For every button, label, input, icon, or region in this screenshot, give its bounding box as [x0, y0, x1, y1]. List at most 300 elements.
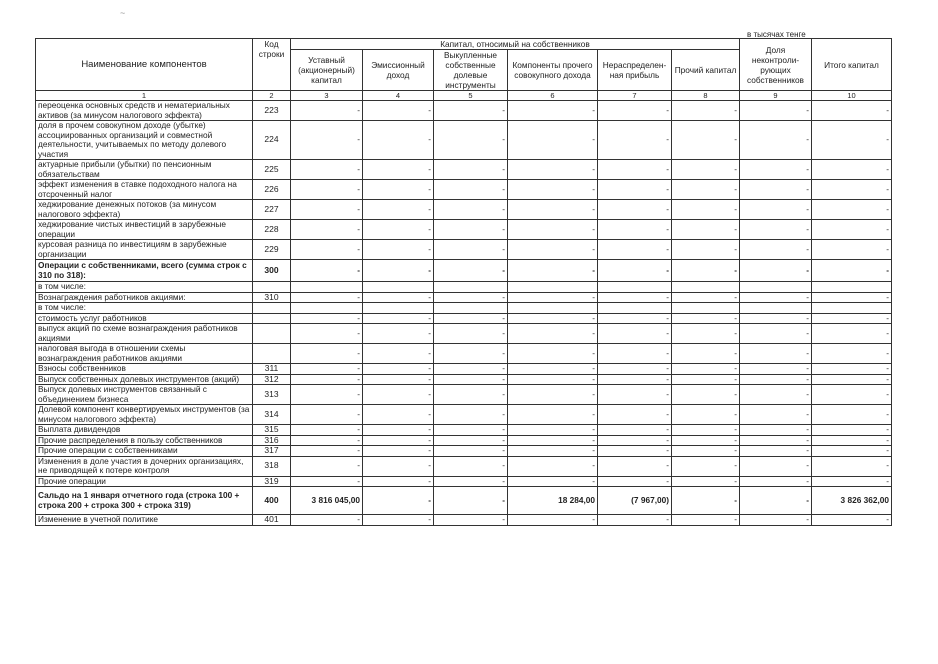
row-name: Выплата дивидендов — [36, 425, 253, 436]
row-value: - — [291, 435, 363, 446]
row-value: - — [434, 456, 508, 476]
row-value: - — [740, 240, 812, 260]
table-row — [36, 303, 892, 314]
row-value: - — [812, 180, 892, 200]
row-value: - — [672, 121, 740, 160]
table-row — [36, 292, 892, 303]
row-value: - — [291, 200, 363, 220]
row-value: - — [740, 515, 812, 526]
row-value: - — [291, 160, 363, 180]
row-value — [508, 303, 598, 314]
row-value: - — [291, 292, 363, 303]
row-code — [253, 313, 291, 324]
row-value: - — [508, 160, 598, 180]
table-row — [36, 385, 892, 405]
row-value: - — [363, 121, 434, 160]
table-row — [36, 324, 892, 344]
row-value: - — [434, 121, 508, 160]
row-value: - — [508, 456, 598, 476]
row-code — [253, 344, 291, 364]
row-name: Прочие операции — [36, 476, 253, 487]
row-value: - — [598, 405, 672, 425]
row-value: - — [598, 220, 672, 240]
row-code — [253, 282, 291, 293]
row-name: эффект изменения в ставке подоходного налога на отсроченный налог — [36, 180, 253, 200]
row-value: - — [598, 313, 672, 324]
row-value: - — [508, 385, 598, 405]
row-value — [598, 303, 672, 314]
row-value: - — [740, 405, 812, 425]
row-value: - — [740, 313, 812, 324]
row-value: - — [740, 446, 812, 457]
table-row — [36, 374, 892, 385]
row-value: - — [598, 515, 672, 526]
row-value: - — [363, 405, 434, 425]
row-code: 310 — [253, 292, 291, 303]
row-value: - — [434, 344, 508, 364]
row-value: - — [672, 313, 740, 324]
row-value: - — [740, 425, 812, 436]
row-value: - — [291, 313, 363, 324]
row-value: - — [740, 476, 812, 487]
row-value: - — [598, 374, 672, 385]
row-value: - — [812, 121, 892, 160]
row-value: - — [598, 344, 672, 364]
row-value: - — [508, 405, 598, 425]
table-row — [36, 180, 892, 200]
row-value: - — [434, 160, 508, 180]
row-value: - — [363, 374, 434, 385]
row-code: 223 — [253, 101, 291, 121]
row-value: - — [508, 515, 598, 526]
row-value: - — [291, 374, 363, 385]
row-value: - — [434, 425, 508, 436]
row-value: (7 967,00) — [598, 487, 672, 515]
row-value: - — [363, 220, 434, 240]
row-value — [291, 303, 363, 314]
row-name: курсовая разница по инвестициям в зарубежные организации — [36, 240, 253, 260]
row-value: - — [291, 476, 363, 487]
row-value: - — [363, 487, 434, 515]
row-value — [812, 303, 892, 314]
row-value: - — [508, 476, 598, 487]
row-value: - — [434, 405, 508, 425]
row-name: Изменения в доле участия в дочерних организациях, не приводящей к потере контроля — [36, 456, 253, 476]
row-value: - — [672, 160, 740, 180]
row-value: - — [434, 200, 508, 220]
table-row — [36, 260, 892, 282]
row-name: Прочие операции с собственниками — [36, 446, 253, 457]
row-value: - — [508, 180, 598, 200]
row-value: - — [740, 374, 812, 385]
row-value: - — [672, 292, 740, 303]
row-value: - — [434, 101, 508, 121]
row-name: Прочие распределения в пользу собственников — [36, 435, 253, 446]
row-value: - — [812, 456, 892, 476]
row-code: 300 — [253, 260, 291, 282]
row-value: - — [740, 344, 812, 364]
row-value: - — [672, 446, 740, 457]
row-value: - — [434, 446, 508, 457]
row-value: - — [363, 292, 434, 303]
table-row — [36, 425, 892, 436]
row-value: - — [740, 364, 812, 375]
row-value: - — [812, 435, 892, 446]
equity-changes-table — [35, 38, 892, 526]
row-value: - — [812, 240, 892, 260]
row-code: 224 — [253, 121, 291, 160]
row-value: - — [740, 385, 812, 405]
row-name: переоценка основных средств и нематериальных активов (за минусом налогового эффекта) — [36, 101, 253, 121]
row-value: - — [740, 456, 812, 476]
row-value: - — [291, 324, 363, 344]
row-value: - — [672, 425, 740, 436]
header-code: Код строки — [253, 39, 291, 91]
row-value: - — [508, 435, 598, 446]
row-value: - — [812, 385, 892, 405]
column-number: 10 — [812, 91, 892, 101]
row-name: Изменение в учетной политике — [36, 515, 253, 526]
row-value: - — [672, 374, 740, 385]
row-value: - — [740, 160, 812, 180]
row-value: - — [363, 446, 434, 457]
row-value: - — [508, 240, 598, 260]
row-value: - — [363, 180, 434, 200]
row-name: стоимость услуг работников — [36, 313, 253, 324]
row-value: - — [598, 160, 672, 180]
row-value: - — [740, 435, 812, 446]
row-value: - — [291, 121, 363, 160]
row-value: - — [434, 292, 508, 303]
row-code: 317 — [253, 446, 291, 457]
row-value: - — [363, 200, 434, 220]
row-value: - — [598, 180, 672, 200]
row-value: - — [598, 200, 672, 220]
row-value: - — [363, 344, 434, 364]
header-col-oci: Компоненты прочего совокупного дохода — [508, 50, 598, 91]
row-code: 315 — [253, 425, 291, 436]
row-value: - — [434, 220, 508, 240]
row-value: - — [672, 456, 740, 476]
row-value: - — [598, 324, 672, 344]
row-code: 229 — [253, 240, 291, 260]
header-name: Наименование компонентов — [36, 39, 253, 91]
header-equity-group: Капитал, относимый на собственников — [291, 39, 740, 50]
table-row — [36, 487, 892, 515]
row-value — [740, 303, 812, 314]
table-row — [36, 446, 892, 457]
table-row — [36, 476, 892, 487]
row-value — [672, 303, 740, 314]
row-value: - — [812, 200, 892, 220]
row-value — [363, 282, 434, 293]
row-value — [508, 282, 598, 293]
row-value: - — [434, 487, 508, 515]
row-value — [740, 282, 812, 293]
row-value: - — [598, 425, 672, 436]
column-number: 3 — [291, 91, 363, 101]
column-number: 6 — [508, 91, 598, 101]
row-value: - — [508, 220, 598, 240]
row-value: - — [434, 313, 508, 324]
row-value: 3 816 045,00 — [291, 487, 363, 515]
row-value: - — [508, 101, 598, 121]
row-value: - — [598, 101, 672, 121]
row-value: - — [434, 364, 508, 375]
row-value: - — [672, 405, 740, 425]
row-value: - — [434, 385, 508, 405]
row-value: - — [672, 220, 740, 240]
row-value: - — [598, 435, 672, 446]
row-code: 314 — [253, 405, 291, 425]
row-value: - — [434, 180, 508, 200]
column-numbers-row — [36, 91, 892, 101]
row-name: актуарные прибыли (убытки) по пенсионным обязательствам — [36, 160, 253, 180]
row-value: - — [598, 476, 672, 487]
row-name: выпуск акций по схеме вознаграждения работников акциями — [36, 324, 253, 344]
row-value: - — [740, 324, 812, 344]
row-value: - — [508, 200, 598, 220]
row-code: 226 — [253, 180, 291, 200]
row-value: - — [508, 344, 598, 364]
row-value: - — [740, 200, 812, 220]
row-value: - — [291, 446, 363, 457]
row-code: 227 — [253, 200, 291, 220]
row-value: - — [434, 374, 508, 385]
row-value: - — [812, 374, 892, 385]
row-value: - — [291, 344, 363, 364]
row-name: Взносы собственников — [36, 364, 253, 375]
row-value: - — [812, 446, 892, 457]
row-value: - — [812, 324, 892, 344]
row-name: в том числе: — [36, 303, 253, 314]
row-value: - — [812, 425, 892, 436]
row-value: - — [363, 425, 434, 436]
row-value: - — [672, 364, 740, 375]
row-value — [434, 282, 508, 293]
row-value: - — [508, 446, 598, 457]
table-row — [36, 405, 892, 425]
row-value — [363, 303, 434, 314]
column-number: 2 — [253, 91, 291, 101]
row-value: - — [672, 101, 740, 121]
row-value: - — [598, 364, 672, 375]
row-value: - — [363, 385, 434, 405]
row-value: - — [598, 260, 672, 282]
row-name: налоговая выгода в отношении схемы вознаграждения работников акциями — [36, 344, 253, 364]
row-value: - — [508, 313, 598, 324]
header-col-treasury: Выкупленные собственные долевые инструменты — [434, 50, 508, 91]
row-value: - — [812, 364, 892, 375]
row-code — [253, 324, 291, 344]
header-col-share-capital: Уставный (акционерный) капитал — [291, 50, 363, 91]
row-name: Операции с собственниками, всего (сумма строк с 310 по 318): — [36, 260, 253, 282]
row-value: - — [508, 121, 598, 160]
row-value: 18 284,00 — [508, 487, 598, 515]
row-value: - — [291, 180, 363, 200]
table-row — [36, 435, 892, 446]
row-value: - — [672, 200, 740, 220]
row-value: - — [812, 101, 892, 121]
row-value: - — [434, 240, 508, 260]
header-col-other: Прочий капитал — [672, 50, 740, 91]
row-code: 401 — [253, 515, 291, 526]
row-name: хеджирование денежных потоков (за минусом налогового эффекта) — [36, 200, 253, 220]
row-value: - — [812, 405, 892, 425]
row-code: 228 — [253, 220, 291, 240]
row-name: Вознаграждения работников акциями: — [36, 292, 253, 303]
column-number: 5 — [434, 91, 508, 101]
row-value: - — [363, 160, 434, 180]
row-value: - — [812, 292, 892, 303]
row-value: 3 826 362,00 — [812, 487, 892, 515]
row-value: - — [434, 324, 508, 344]
row-value: - — [434, 435, 508, 446]
row-value: - — [291, 405, 363, 425]
row-value: - — [598, 121, 672, 160]
row-value: - — [291, 515, 363, 526]
row-value: - — [508, 364, 598, 375]
row-value: - — [672, 324, 740, 344]
row-name: Долевой компонент конвертируемых инструментов (за минусом налогового эффекта) — [36, 405, 253, 425]
row-value: - — [508, 425, 598, 436]
units-note: в тысячах тенге — [747, 30, 806, 39]
row-value: - — [291, 456, 363, 476]
row-value: - — [363, 435, 434, 446]
header-col-retained: Нераспределен-ная прибыль — [598, 50, 672, 91]
header-total: Итого капитал — [812, 39, 892, 91]
row-value: - — [363, 260, 434, 282]
row-value: - — [291, 364, 363, 375]
row-value: - — [740, 180, 812, 200]
row-name: в том числе: — [36, 282, 253, 293]
row-value: - — [740, 292, 812, 303]
row-value: - — [598, 446, 672, 457]
row-value: - — [740, 121, 812, 160]
table-row — [36, 160, 892, 180]
column-number: 1 — [36, 91, 253, 101]
header-col-share-premium: Эмиссионный доход — [363, 50, 434, 91]
row-value: - — [363, 101, 434, 121]
row-name: Выпуск собственных долевых инструментов (акций) — [36, 374, 253, 385]
row-value: - — [291, 385, 363, 405]
row-value: - — [291, 240, 363, 260]
row-value: - — [508, 324, 598, 344]
row-code: 225 — [253, 160, 291, 180]
column-number: 4 — [363, 91, 434, 101]
table-row — [36, 282, 892, 293]
row-code: 312 — [253, 374, 291, 385]
table-row — [36, 220, 892, 240]
table-row — [36, 364, 892, 375]
row-value: - — [434, 476, 508, 487]
row-value: - — [672, 476, 740, 487]
row-name: Сальдо на 1 января отчетного года (строка 100 + строка 200 + строка 300 + строка 319) — [36, 487, 253, 515]
table-row — [36, 344, 892, 364]
row-value: - — [672, 435, 740, 446]
row-value: - — [508, 260, 598, 282]
row-value: - — [363, 364, 434, 375]
row-value: - — [598, 292, 672, 303]
row-value: - — [363, 456, 434, 476]
row-name: Выпуск долевых инструментов связанный с объединением бизнеса — [36, 385, 253, 405]
row-name: хеджирование чистых инвестиций в зарубежные операции — [36, 220, 253, 240]
row-value: - — [672, 344, 740, 364]
row-code: 319 — [253, 476, 291, 487]
row-value: - — [598, 385, 672, 405]
row-value: - — [672, 385, 740, 405]
table-row — [36, 101, 892, 121]
row-code: 311 — [253, 364, 291, 375]
row-value: - — [740, 101, 812, 121]
row-value: - — [812, 313, 892, 324]
row-value: - — [598, 456, 672, 476]
row-code: 316 — [253, 435, 291, 446]
row-value: - — [740, 260, 812, 282]
row-code: 400 — [253, 487, 291, 515]
table-row — [36, 121, 892, 160]
row-value: - — [812, 476, 892, 487]
row-name: доля в прочем совокупном доходе (убытке) ассоциированных организаций и совместной деятельности, учитываемых по методу долевого участия — [36, 121, 253, 160]
row-value: - — [363, 313, 434, 324]
row-code — [253, 303, 291, 314]
row-value: - — [672, 180, 740, 200]
row-value: - — [434, 260, 508, 282]
row-value: - — [672, 515, 740, 526]
row-value — [672, 282, 740, 293]
row-value — [812, 282, 892, 293]
column-number: 7 — [598, 91, 672, 101]
table-row — [36, 456, 892, 476]
column-number: 8 — [672, 91, 740, 101]
row-value: - — [812, 160, 892, 180]
row-value — [598, 282, 672, 293]
row-value: - — [508, 292, 598, 303]
row-value: - — [672, 487, 740, 515]
row-code: 318 — [253, 456, 291, 476]
row-value: - — [740, 487, 812, 515]
row-value: - — [291, 260, 363, 282]
table-row — [36, 515, 892, 526]
row-value: - — [363, 324, 434, 344]
row-value: - — [508, 374, 598, 385]
row-value: - — [363, 476, 434, 487]
row-value: - — [291, 425, 363, 436]
column-number: 9 — [740, 91, 812, 101]
table-row — [36, 200, 892, 220]
row-value: - — [812, 260, 892, 282]
row-value: - — [740, 220, 812, 240]
row-value — [434, 303, 508, 314]
row-value: - — [812, 344, 892, 364]
row-value: - — [291, 101, 363, 121]
row-value: - — [812, 515, 892, 526]
row-value: - — [598, 240, 672, 260]
row-value: - — [291, 220, 363, 240]
row-value: - — [672, 240, 740, 260]
row-value: - — [672, 260, 740, 282]
row-value: - — [363, 515, 434, 526]
row-value: - — [812, 220, 892, 240]
scan-mark: ~ — [120, 8, 126, 18]
row-value: - — [363, 240, 434, 260]
table-row — [36, 240, 892, 260]
row-value: - — [434, 515, 508, 526]
table-row — [36, 313, 892, 324]
row-value — [291, 282, 363, 293]
row-code: 313 — [253, 385, 291, 405]
header-nci: Доля неконтроли-рующих собственников — [740, 39, 812, 91]
